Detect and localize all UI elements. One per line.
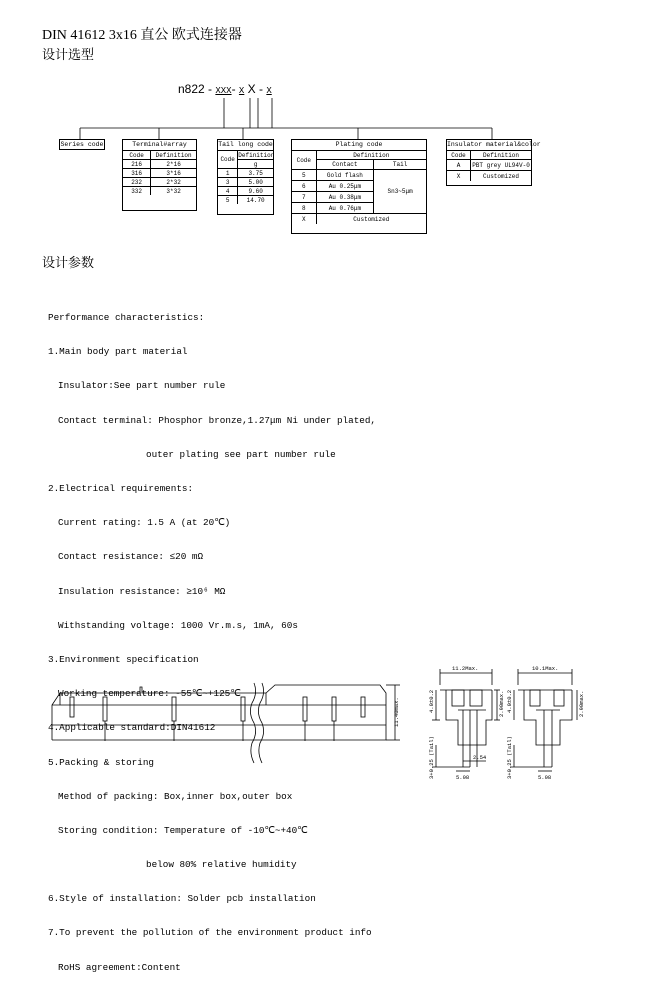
perf-line: 3.Environment specification [48, 653, 199, 665]
dimension-pitch: 2.54 [473, 754, 487, 761]
dimension-tail-2: 3+0.25 (Tail) [506, 736, 513, 779]
perf-line: 5.Packing & storing [48, 756, 155, 768]
tail-long-code-table [218, 151, 273, 204]
table-cell: 3*16 [151, 169, 196, 178]
perf-line: Contact resistance: ≤20 mΩ [58, 551, 204, 563]
table-row [292, 214, 426, 225]
table-cell: Au 0.25μm [316, 181, 374, 192]
table-row [447, 171, 531, 182]
tail-long-code-box [217, 139, 274, 215]
table-row [218, 169, 273, 178]
table-cell: PBT grey UL94V-0 [472, 161, 530, 169]
table-cell: Customized [471, 171, 531, 182]
table-cell: 6 [292, 181, 316, 192]
plating-code-box [291, 139, 427, 234]
series-code-label: Series code [60, 141, 104, 148]
dimension-pitch-vertical-1: 4.0±0.2 [428, 689, 435, 713]
perf-line: Insulation resistance: ≥10⁶ MΩ [58, 585, 226, 597]
column-unit: g [238, 160, 273, 169]
table-cell: 7 [292, 192, 316, 203]
perf-line: 7.To prevent the pollution of the environment product info [48, 927, 372, 939]
plating-code-header: Plating code [292, 140, 426, 151]
table-cell: 3.75 [238, 169, 273, 178]
table-row [123, 178, 196, 187]
table-cell: 1 [218, 169, 238, 178]
tail-long-code-header: Tail long code [218, 140, 273, 151]
perf-line: 1.Main body part material [48, 346, 188, 358]
column-header-code: Code [123, 151, 151, 160]
dimension-row-2: 5.08 [538, 774, 552, 781]
part-number-insulator-segment: X [266, 86, 272, 96]
column-header-definition: Definition [151, 151, 196, 160]
table-row [218, 196, 273, 205]
part-number-separator: - [231, 82, 239, 96]
column-header-definition: Definition [238, 151, 275, 159]
table-cell: 2*32 [151, 178, 196, 187]
part-number-prefix: n822 [178, 82, 205, 96]
perf-line: Withstanding voltage: 1000 Vr.m.s, 1mA, 60s [58, 619, 298, 631]
perf-line: Storing condition: Temperature of -10℃~+40℃ [58, 824, 308, 836]
table-cell: Au 0.38μm [316, 192, 374, 203]
column-header-tail: Tail [374, 160, 426, 170]
part-number-terminal-segment: XXX [215, 86, 232, 96]
table-row [123, 169, 196, 178]
terminal-array-header: Terminal#array [123, 140, 196, 151]
table-cell: Gold flash [316, 170, 374, 181]
tail-plating-value: Sn3~5μm [374, 170, 426, 214]
column-header-definition: Definition [471, 151, 531, 160]
table-cell: 316 [123, 169, 151, 178]
table-cell: Au 0.76μm [316, 203, 374, 214]
table-cell: Customized [316, 214, 426, 225]
perf-line: Performance characteristics: [48, 312, 205, 324]
column-header-contact: Contact [316, 160, 374, 170]
column-header-code: Code [447, 151, 471, 160]
table-cell: 216 [123, 160, 151, 169]
perf-line: below 80% relative humidity [146, 859, 297, 871]
dimension-side-1: 2.90max. [498, 690, 505, 717]
perf-line: Working temperature: -55℃~+125℃ [58, 688, 241, 700]
part-number-separator: - [259, 82, 267, 96]
table-cell: X [447, 171, 471, 182]
table-cell: 5 [218, 196, 238, 205]
column-header-definition: Definition [316, 151, 426, 160]
table-cell: 5 [292, 170, 316, 181]
table-row [292, 170, 426, 181]
perf-line: Current rating: 1.5 A (at 20℃) [58, 517, 231, 529]
table-cell: 3*32 [151, 187, 196, 196]
table-cell: 8 [292, 203, 316, 214]
part-number-bracket-lines [0, 0, 659, 160]
part-number-separator: X [244, 82, 259, 96]
dimension-height: 11.40max. [393, 697, 400, 727]
table-cell: 332 [123, 187, 151, 196]
table-cell: X [292, 214, 316, 225]
table-row [447, 160, 531, 171]
table-cell: A [447, 160, 471, 171]
perf-line: 4.Applicable standard:DIN41612 [48, 722, 216, 734]
table-cell: 9.60 [238, 187, 273, 196]
table-row [218, 187, 273, 196]
perf-line: 6.Style of installation: Solder pcb installation [48, 893, 316, 905]
section-heading-parameters: 设计参数 [42, 256, 95, 271]
perf-line: Method of packing: Box,inner box,outer box [58, 790, 293, 802]
section-heading-selection: 设计选型 [42, 48, 95, 63]
table-cell: 3 [218, 178, 238, 187]
table-cell: 5.00 [238, 178, 273, 187]
terminal-array-box [122, 139, 197, 211]
series-code-box [59, 139, 105, 150]
column-header-code: Code [218, 151, 238, 169]
perf-line: Insulator:See part number rule [58, 380, 226, 392]
table-cell: 14.70 [238, 196, 273, 205]
insulator-material-header: Insulator material&color [447, 140, 531, 151]
plating-code-table [292, 151, 426, 224]
dimension-row-1: 5.08 [456, 774, 470, 781]
dimension-pitch-vertical-2: 4.0±0.2 [506, 689, 513, 713]
page-title: DIN 41612 3x16 直公 欧式连接器 [42, 28, 242, 43]
dimension-width-1: 11.2Max. [452, 665, 479, 672]
dimension-tail-1: 3+0.25 (Tail) [428, 736, 435, 779]
perf-line: RoHS agreement:Content [58, 961, 181, 973]
part-number-tail-segment: X [238, 86, 245, 96]
table-cell: 232 [123, 178, 151, 187]
part-number-separator: - [204, 82, 216, 96]
table-row [123, 160, 196, 169]
table-row [123, 187, 196, 196]
insulator-material-table [447, 151, 531, 181]
table-row [218, 178, 273, 187]
column-header-code: Code [292, 151, 316, 170]
perf-line: Contact terminal: Phosphor bronze,1.27μm Ni under plated, [58, 414, 377, 426]
terminal-array-table [123, 151, 196, 195]
table-cell: 4 [218, 187, 238, 196]
insulator-material-box [446, 139, 541, 186]
table-cell: 2*16 [151, 160, 196, 169]
perf-line: 2.Electrical requirements: [48, 483, 194, 495]
performance-characteristics [48, 292, 376, 993]
dimension-side-2: 2.90max. [578, 690, 585, 717]
perf-line: outer plating see part number rule [146, 448, 336, 460]
dimension-width-2: 10.1Max. [532, 665, 559, 672]
technical-drawing [0, 655, 659, 825]
